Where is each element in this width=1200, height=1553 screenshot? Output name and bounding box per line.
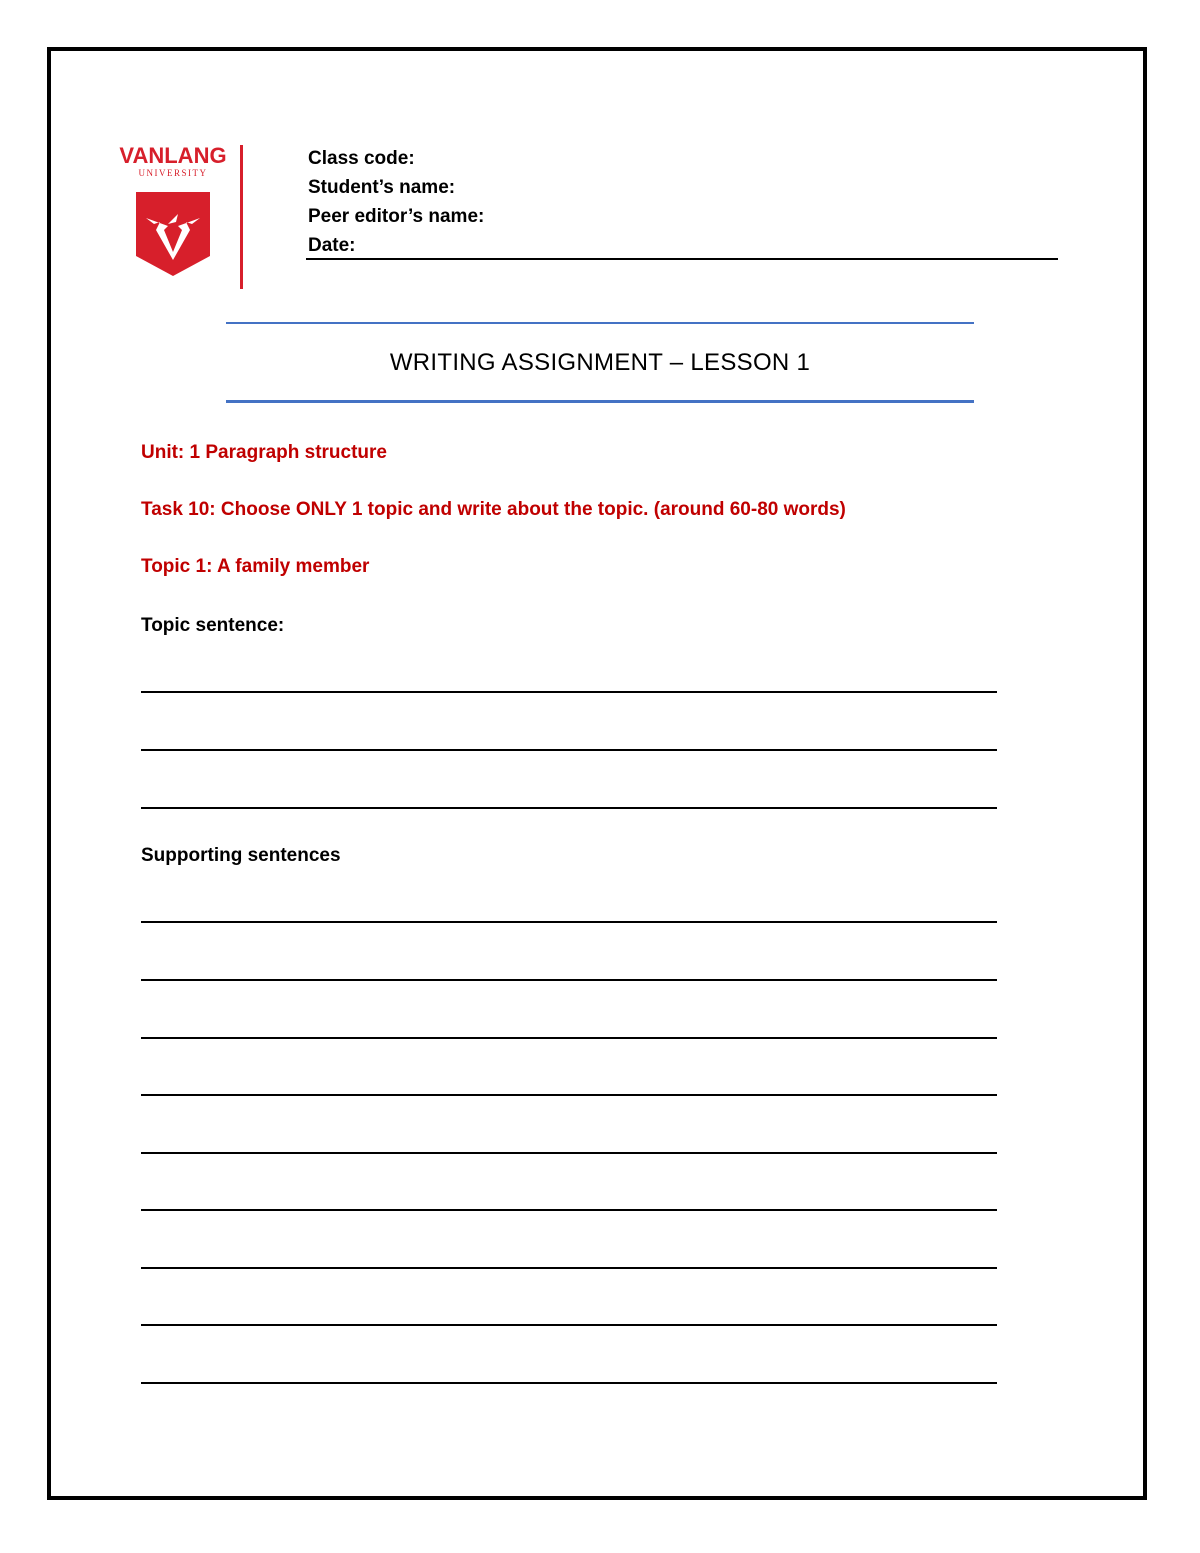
date-label: Date: (308, 235, 356, 256)
topic-heading: Topic 1: A family member (141, 556, 370, 577)
logo-name: VANLANG (119, 143, 227, 168)
class-code-label: Class code: (308, 148, 415, 169)
writing-line[interactable] (141, 1209, 997, 1211)
writing-line[interactable] (141, 1267, 997, 1269)
writing-line[interactable] (141, 691, 997, 693)
student-name-label: Student’s name: (308, 177, 456, 198)
supporting-sentences-label: Supporting sentences (141, 845, 341, 866)
logo-divider (240, 145, 243, 289)
writing-line[interactable] (141, 979, 997, 981)
topic-sentence-label: Topic sentence: (141, 615, 285, 636)
writing-line[interactable] (141, 1382, 997, 1384)
writing-line[interactable] (141, 921, 997, 923)
writing-line[interactable] (141, 1037, 997, 1039)
page-title: WRITING ASSIGNMENT – LESSON 1 (389, 349, 811, 376)
title-rule-bottom (226, 400, 974, 403)
shield-icon (134, 190, 212, 278)
writing-line[interactable] (141, 749, 997, 751)
writing-line[interactable] (141, 807, 997, 809)
task-instruction: Task 10: Choose ONLY 1 topic and write about the topic. (around 60-80 words) (141, 499, 846, 520)
university-logo (112, 140, 232, 290)
writing-line[interactable] (141, 1324, 997, 1326)
writing-line[interactable] (141, 1094, 997, 1096)
header-rule (306, 258, 1058, 260)
logo-subtitle: UNIVERSITY (138, 168, 208, 178)
header-fields (308, 144, 484, 260)
title-rule-top (226, 322, 974, 324)
unit-heading: Unit: 1 Paragraph structure (141, 442, 387, 463)
peer-editor-name-label: Peer editor’s name: (308, 206, 485, 227)
writing-line[interactable] (141, 1152, 997, 1154)
